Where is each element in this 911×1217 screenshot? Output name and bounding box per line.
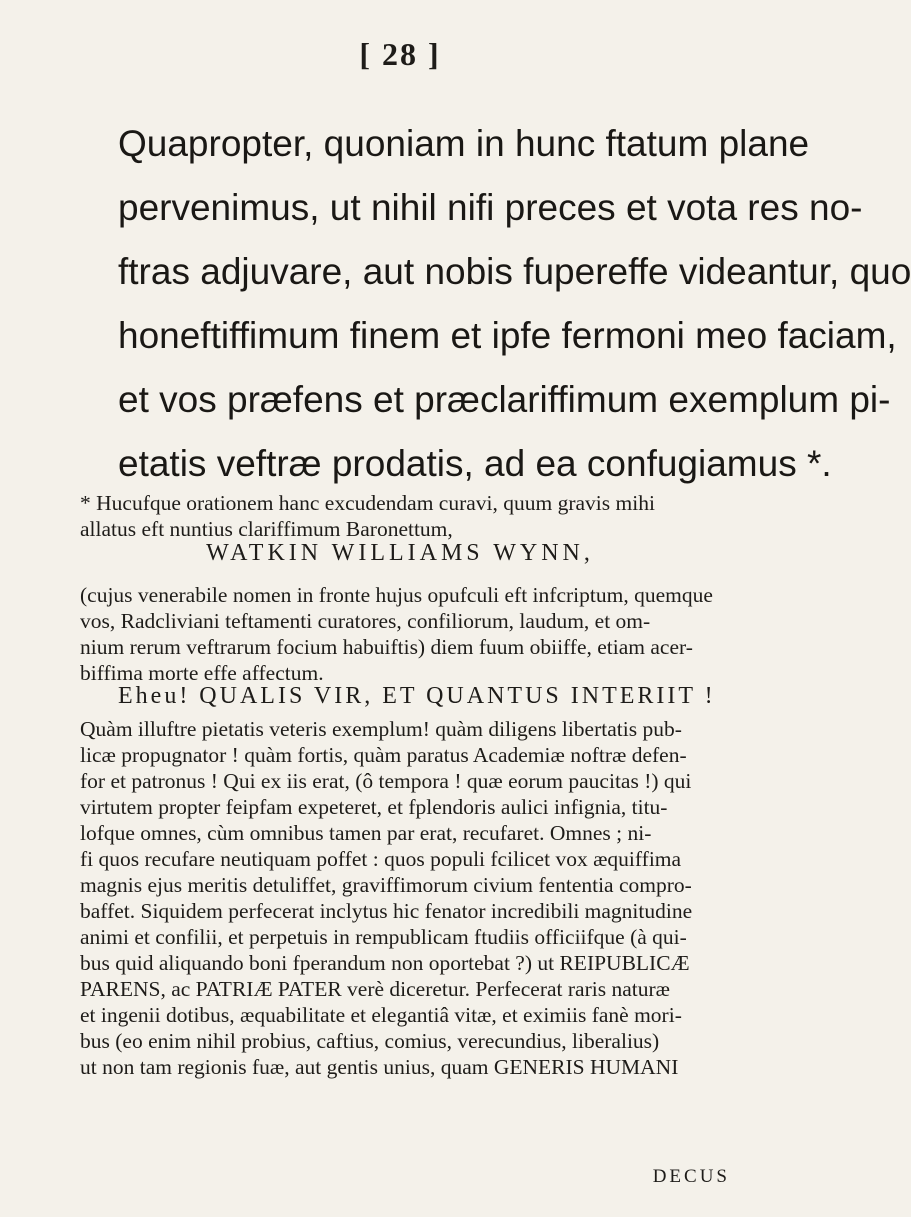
text-line: vos, Radcliviani teftamenti curatores, confiliorum, laudum, et om- xyxy=(80,609,651,633)
main-paragraph xyxy=(118,112,911,496)
text-line: pervenimus, ut nihil nifi preces et vota res no- xyxy=(118,187,863,228)
text-line: etatis veftræ prodatis, ad ea confugiamus *. xyxy=(118,443,832,484)
text-line: Quàm illuftre pietatis veteris exemplum! quàm diligens libertatis pub- xyxy=(80,717,682,741)
footnote-opening xyxy=(80,490,770,542)
text-line: baffet. Siquidem perfecerat inclytus hic fenator incredibili magnitudine xyxy=(80,899,693,923)
text-line: * Hucufque orationem hanc excudendam curavi, quum gravis mihi xyxy=(80,491,655,515)
text-line: bus quid aliquando boni fperandum non oportebat ?) ut REIPUBLICÆ xyxy=(80,951,690,975)
text-line: (cujus venerabile nomen in fronte hujus opufculi eft infcriptum, quemque xyxy=(80,583,713,607)
footnote-body xyxy=(80,582,770,686)
text-line: et ingenii dotibus, æquabilitate et elegantiâ vitæ, et eximiis fanè mori- xyxy=(80,1003,682,1027)
text-line: honeftiffimum finem et ipfe fermoni meo faciam, xyxy=(118,315,897,356)
footnote-exclamation: Eheu! QUALIS VIR, ET QUANTUS INTERIIT ! xyxy=(118,683,716,709)
text-line: et vos præfens et præclariffimum exemplum pi- xyxy=(118,379,891,420)
text-line: PARENS, ac PATRIÆ PATER verè diceretur. Perfecerat raris naturæ xyxy=(80,977,670,1001)
text-line: fi quos recufare neutiquam poffet : quos populi fcilicet vox æquiffima xyxy=(80,847,682,871)
footnote-name: WATKIN WILLIAMS WYNN, xyxy=(206,540,594,566)
text-line: allatus eft nuntius clariffimum Baronettum, xyxy=(80,517,453,541)
text-line: bus (eo enim nihil probius, caftius, comius, verecundius, liberalius) xyxy=(80,1029,660,1053)
footnote-eulogy xyxy=(80,716,770,1080)
text-line: animi et confilii, et perpetuis in rempublicam ftudiis officiifque (à qui- xyxy=(80,925,687,949)
text-line: for et patronus ! Qui ex iis erat, (ô tempora ! quæ eorum paucitas !) qui xyxy=(80,769,692,793)
text-line: biffima morte effe affectum. xyxy=(80,661,324,685)
page-number: [ 28 ] xyxy=(359,36,441,72)
catchword: DECUS xyxy=(652,1166,730,1187)
text-line: lofque omnes, cùm omnibus tamen par erat, recufaret. Omnes ; ni- xyxy=(80,821,652,845)
text-line: virtutem propter feipfam expeteret, et fplendoris aulici infignia, titu- xyxy=(80,795,668,819)
text-line: ftras adjuvare, aut nobis fupereffe videantur, quo xyxy=(118,251,911,292)
text-line: magnis ejus meritis detuliffet, graviffimorum civium fententia compro- xyxy=(80,873,692,897)
text-line: ut non tam regionis fuæ, aut gentis unius, quam GENERIS HUMANI xyxy=(80,1055,679,1079)
text-line: nium rerum veftrarum focium habuiftis) diem fuum obiiffe, etiam acer- xyxy=(80,635,693,659)
text-line: Quapropter, quoniam in hunc ftatum plane xyxy=(118,123,810,164)
text-line: licæ propugnator ! quàm fortis, quàm paratus Academiæ noftræ defen- xyxy=(80,743,687,767)
